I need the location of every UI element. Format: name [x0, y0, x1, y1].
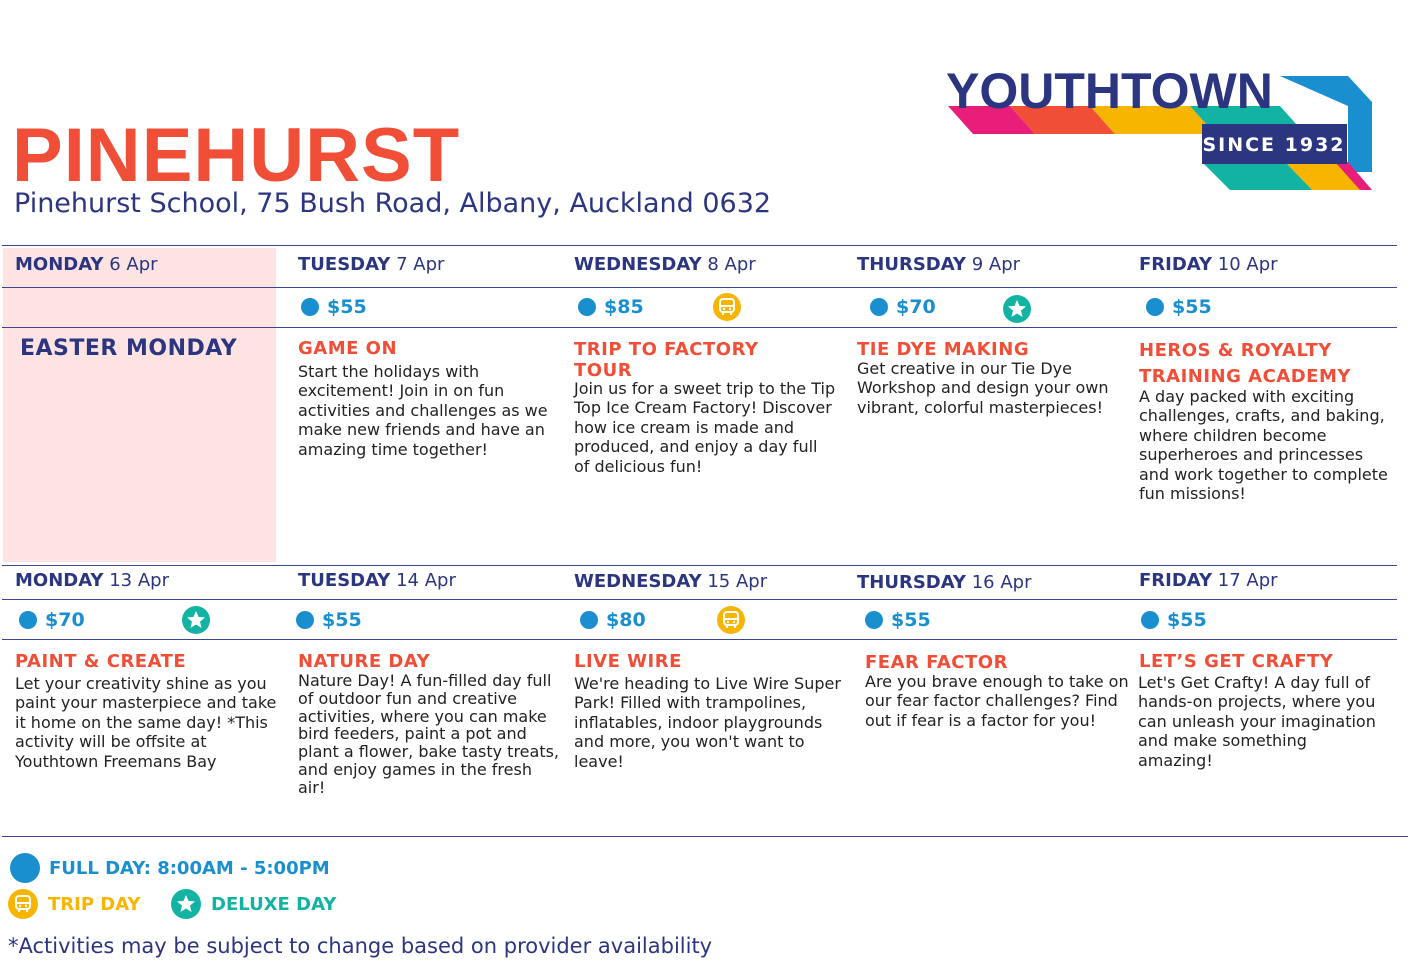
activity-title: LIVE WIRE	[574, 651, 682, 672]
blue-dot-icon	[301, 298, 319, 316]
blue-dot-icon	[296, 611, 314, 629]
price: $70	[19, 609, 85, 631]
activity-description: We're heading to Live Wire Super Park! Filled with trampolines, inflatables, indoor playgrounds and more, you won't want to leave!	[574, 674, 841, 771]
address: Pinehurst School, 75 Bush Road, Albany, Auckland 0632	[14, 188, 772, 219]
activity-description: Are you brave enough to take on our fear factor challenges? Find out if fear is a factor for you!	[865, 672, 1129, 730]
activity-title: HEROS & ROYALTY TRAINING ACADEMY	[1139, 340, 1351, 387]
bus-icon	[713, 293, 741, 321]
divider	[2, 287, 1397, 288]
legend-deluxe-day: DELUXE DAY	[171, 889, 336, 919]
price: $55	[1141, 609, 1207, 631]
bus-icon	[717, 606, 745, 634]
activity-title: PAINT & CREATE	[15, 651, 187, 672]
price: $80	[580, 609, 646, 631]
blue-dot-icon	[1141, 611, 1159, 629]
blue-dot-icon	[10, 853, 40, 883]
day-header: WEDNESDAY 15 Apr	[574, 571, 768, 592]
footnote: *Activities may be subject to change based on provider availability	[8, 934, 713, 958]
day-header: MONDAY 13 Apr	[15, 570, 169, 591]
divider	[2, 245, 1397, 246]
price: $55	[296, 609, 362, 631]
day-header: TUESDAY 14 Apr	[298, 570, 456, 591]
star-icon	[171, 889, 201, 919]
activity-title: NATURE DAY	[298, 651, 431, 672]
activity-title: TRIP TO FACTORY TOUR	[574, 339, 759, 381]
bus-icon	[8, 889, 38, 919]
day-header: THURSDAY 9 Apr	[857, 254, 1021, 275]
activity-description: Nature Day! A fun-filled day full of outdoor fun and creative activities, where you can make bird feeders, paint a pot and plant a flower, bake tasty treats, and enjoy games in the fresh air!	[298, 671, 560, 797]
holiday-cell	[3, 248, 276, 562]
activity-description: Get creative in our Tie Dye Workshop and design your own vibrant, colorful masterpieces!	[857, 359, 1109, 417]
blue-dot-icon	[1146, 298, 1164, 316]
divider	[2, 599, 1397, 600]
star-icon	[1003, 295, 1031, 323]
blue-dot-icon	[865, 611, 883, 629]
blue-dot-icon	[578, 298, 596, 316]
day-header: FRIDAY 17 Apr	[1139, 570, 1278, 591]
divider	[2, 565, 1397, 566]
activity-title: TIE DYE MAKING	[857, 339, 1030, 360]
youthtown-logo-graphic	[940, 62, 1380, 197]
star-icon	[182, 606, 210, 634]
price: $55	[1146, 296, 1212, 318]
activity-description: A day packed with exciting challenges, crafts, and baking, where children become superheroes and princesses and work together to complete fun missions!	[1139, 387, 1388, 504]
price: $70	[870, 296, 936, 318]
activity-description: Start the holidays with excitement! Join in on fun activities and challenges as we make new friends and have an amazing time together!	[298, 362, 548, 459]
activity-description: Join us for a sweet trip to the Tip Top Ice Cream Factory! Discover how ice cream is made and produced, and enjoy a day full of delicious fun!	[574, 379, 836, 476]
activity-title: LET’S GET CRAFTY	[1139, 651, 1334, 672]
blue-dot-icon	[19, 611, 37, 629]
svg-text:SINCE 1932: SINCE 1932	[1202, 134, 1346, 156]
blue-dot-icon	[870, 298, 888, 316]
day-header: FRIDAY 10 Apr	[1139, 254, 1278, 275]
day-header: WEDNESDAY 8 Apr	[574, 254, 756, 275]
price: $85	[578, 296, 644, 318]
activity-title: GAME ON	[298, 338, 398, 359]
day-header: THURSDAY 16 Apr	[857, 572, 1032, 593]
svg-text:YOUTHTOWN: YOUTHTOWN	[946, 63, 1273, 119]
blue-dot-icon	[580, 611, 598, 629]
legend-full-day: FULL DAY: 8:00AM - 5:00PM	[10, 853, 330, 883]
activity-title: FEAR FACTOR	[865, 652, 1008, 673]
price: $55	[301, 296, 367, 318]
day-header: MONDAY 6 Apr	[15, 254, 158, 275]
divider	[2, 327, 1397, 328]
youthtown-logo	[940, 62, 1380, 197]
activity-description: Let your creativity shine as you paint your masterpiece and take it home on the same day! *This activity will be offsite at Youthtown Freemans Bay	[15, 674, 277, 771]
divider	[2, 836, 1408, 837]
divider	[2, 639, 1397, 640]
day-header: TUESDAY 7 Apr	[298, 254, 445, 275]
holiday-label: EASTER MONDAY	[20, 336, 238, 361]
page-title: PINEHURST	[12, 113, 461, 198]
activity-description: Let's Get Crafty! A day full of hands-on projects, where you can unleash your imagination and make something amazing!	[1138, 673, 1376, 770]
legend-trip-day: TRIP DAY	[8, 889, 140, 919]
price: $55	[865, 609, 931, 631]
